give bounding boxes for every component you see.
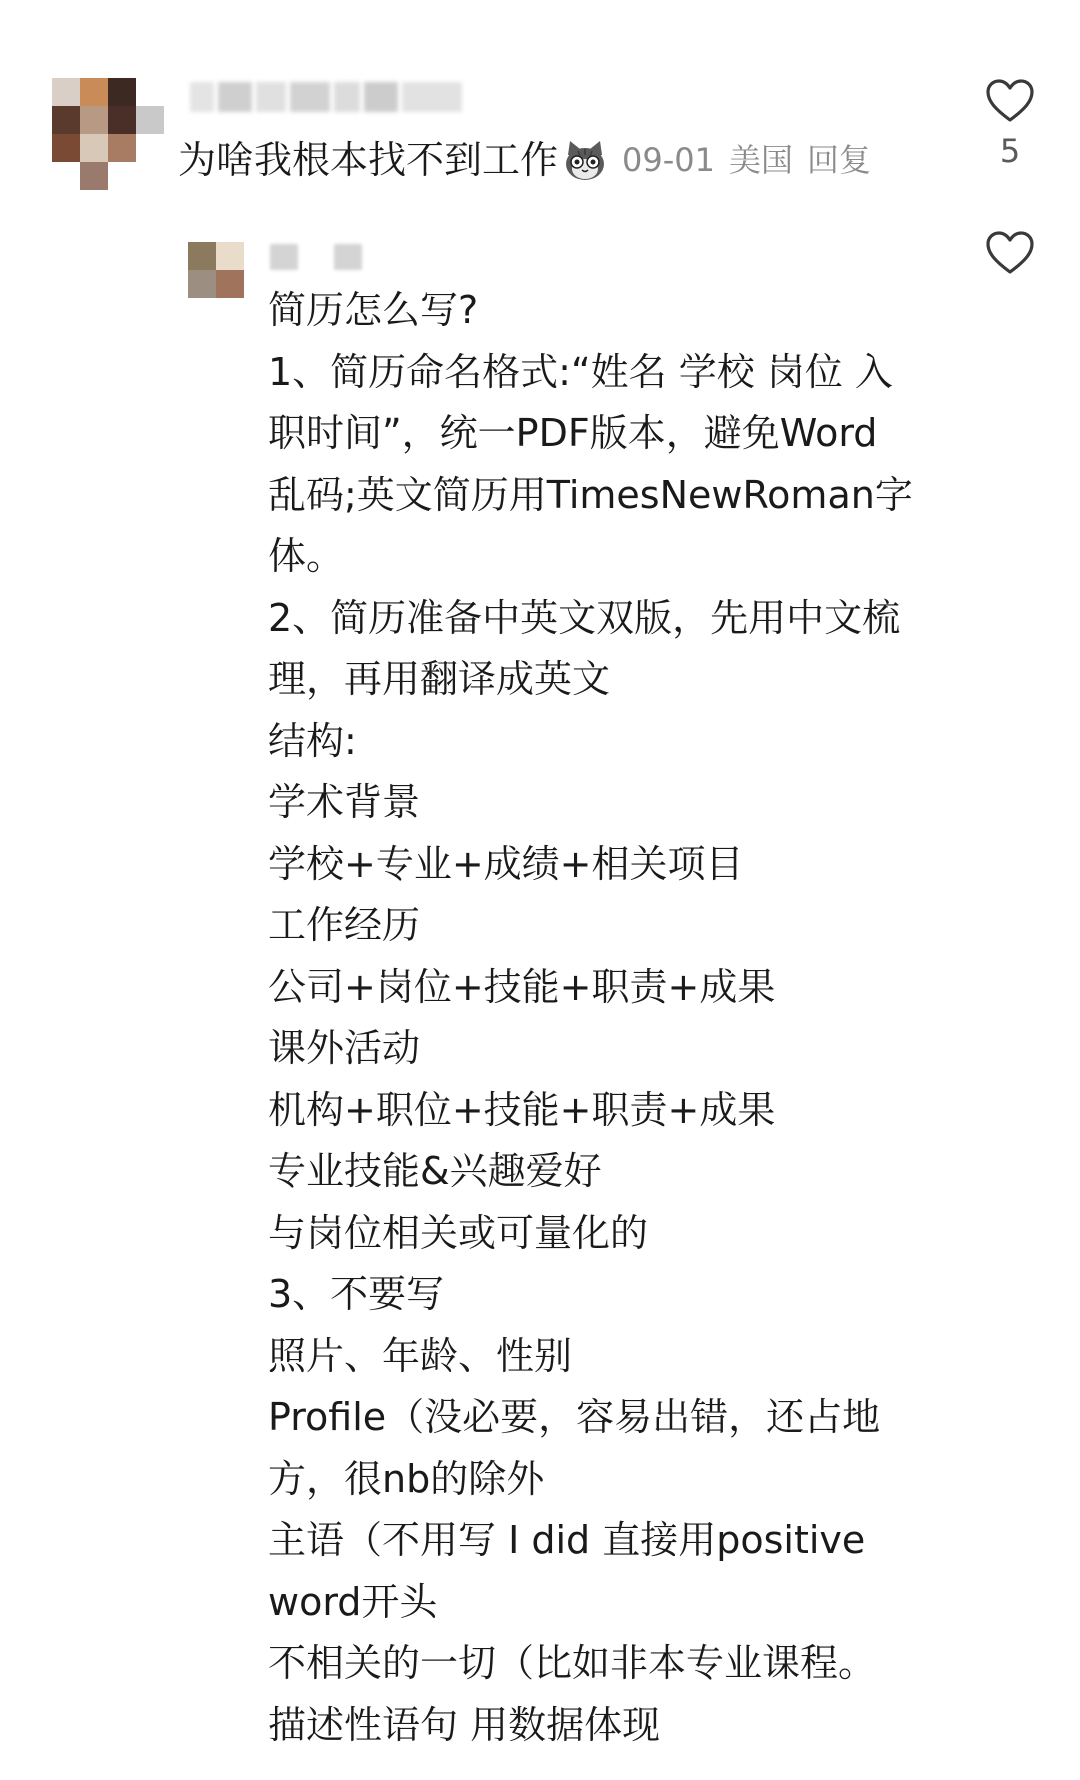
- reply-line: 不相关的一切（比如非本专业课程。: [268, 1641, 877, 1685]
- reply-line: 3、不要写: [268, 1272, 445, 1316]
- reply-line: 体。: [268, 534, 345, 578]
- reply-line: 1、简历命名格式:“姓名 学校 岗位 入: [268, 349, 893, 394]
- reply-line: 专业技能&兴趣爱好: [268, 1149, 602, 1193]
- comment-date: 09-01: [622, 141, 715, 179]
- reply-line: 简历怎么写?: [268, 288, 479, 332]
- comment-row: [178, 132, 871, 188]
- heart-outline-icon[interactable]: [985, 78, 1035, 124]
- reply-line: 2、简历准备中英文双版，先用中文梳: [268, 595, 901, 640]
- heart-outline-icon[interactable]: [985, 230, 1035, 276]
- reply-line: 描述性语句 用数据体现: [268, 1702, 661, 1747]
- reply-line: 乱码;英文简历用TimesNewRoman字: [268, 472, 913, 517]
- cat-emoji-icon: [562, 137, 608, 183]
- username-redacted[interactable]: [190, 82, 462, 116]
- reply-line: 学术背景: [268, 780, 421, 824]
- reply-line: 公司+岗位+技能+职责+成果: [268, 964, 776, 1009]
- reply-text: [268, 280, 928, 1756]
- reply-avatar[interactable]: [188, 242, 244, 298]
- reply-button[interactable]: 回复: [807, 141, 872, 179]
- reply-line: 课外活动: [268, 1026, 421, 1070]
- reply-line: 机构+职位+技能+职责+成果: [268, 1087, 776, 1132]
- reply-line: word开头: [268, 1579, 438, 1624]
- reply-line: 职时间”，统一PDF版本，避免Word: [268, 411, 878, 455]
- reply-line: 方，很nb的除外: [268, 1456, 545, 1501]
- comment-location: 美国: [729, 141, 794, 179]
- reply-line: 理，再用翻译成英文: [268, 657, 611, 701]
- reply-line: 学校+专业+成绩+相关项目: [268, 841, 744, 886]
- reply-line: 工作经历: [268, 903, 421, 947]
- reply-line: 照片、年龄、性别: [268, 1333, 573, 1378]
- comment-like[interactable]: [980, 78, 1040, 170]
- reply-username-redacted[interactable]: [270, 244, 362, 270]
- avatar[interactable]: [52, 78, 164, 190]
- like-count: 5: [999, 132, 1021, 170]
- reply-line: Profile（没必要，容易出错，还占地: [268, 1395, 881, 1439]
- reply-line: 与岗位相关或可量化的: [268, 1210, 649, 1255]
- reply-like[interactable]: [980, 230, 1040, 276]
- comment-text: 为啥我根本找不到工作: [178, 138, 559, 182]
- reply-line: 主语（不用写 I did 直接用positive: [268, 1518, 866, 1562]
- reply-line: 结构:: [268, 718, 357, 763]
